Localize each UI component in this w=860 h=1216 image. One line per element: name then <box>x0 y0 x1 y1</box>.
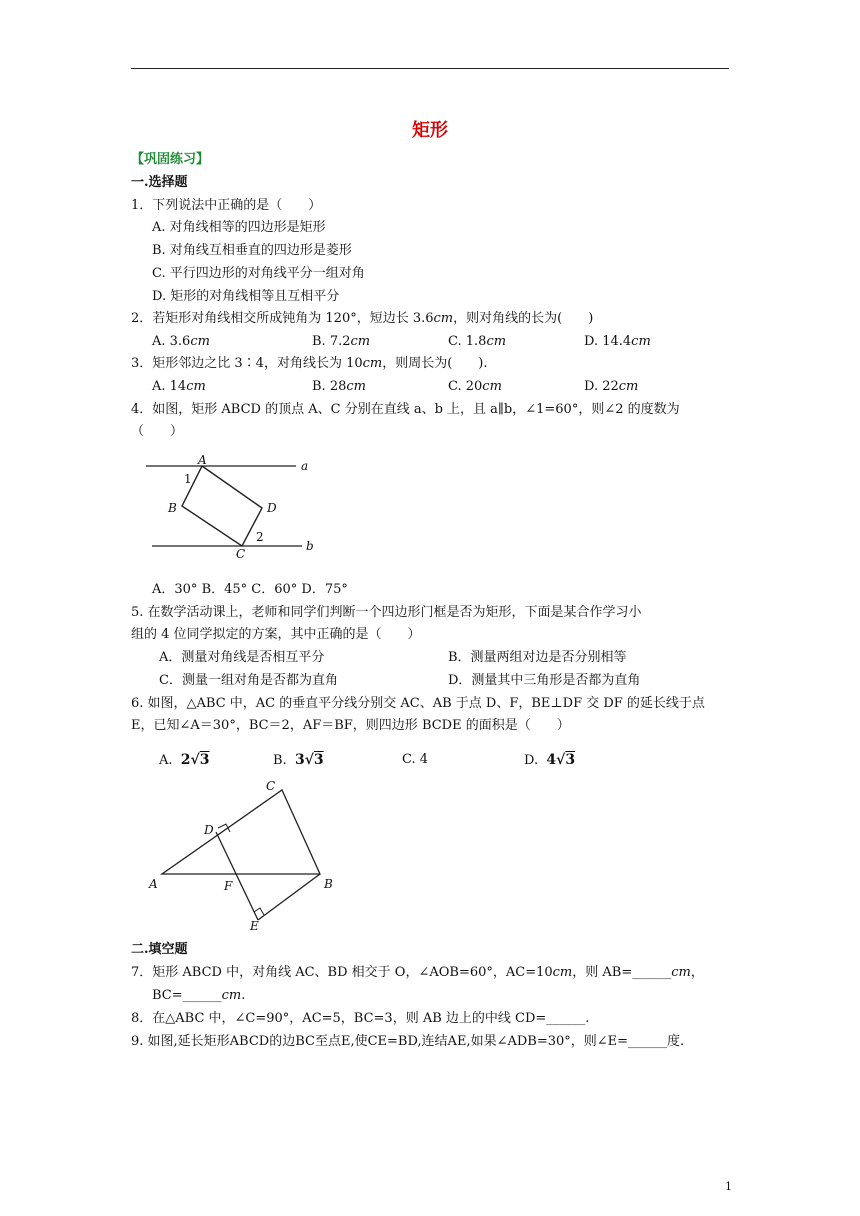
q4-stem-line1: 4．如图，矩形 ABCD 的顶点 A、C 分别在直线 a、b 上，且 a∥b，∠1=60°，则∠2 的度数为 <box>131 402 680 417</box>
label-A: A <box>149 877 158 891</box>
q4-stem-line2: （ ） <box>131 424 184 439</box>
label-B: B <box>324 877 333 891</box>
q7-line2: BC=______cm. <box>152 988 246 1003</box>
unit: cm <box>433 311 454 326</box>
q5-stem-line2: 组的 4 位同学拟定的方案，其中正确的是（ ） <box>131 627 421 642</box>
label-F: F <box>224 879 233 893</box>
label-E: E <box>250 919 259 933</box>
q6-option-d: D. 4√3 <box>524 752 576 768</box>
label-angle-2: 2 <box>256 530 264 544</box>
q1-option-d: D. 矩形的对角线相等且互相平分 <box>152 289 340 304</box>
q1-option-a: A. 对角线相等的四边形是矩形 <box>152 220 326 235</box>
q2-stem-pre: 2．若矩形对角线相交所成钝角为 120°，短边长 3.6 <box>131 311 434 326</box>
section-label: 【巩固练习】 <box>131 152 210 167</box>
q4-options: A．30° B．45° C．60° D．75° <box>152 582 348 597</box>
q3-stem: 3．矩形邻边之比 3∶4，对角线长为 10cm，则周长为( ). <box>131 356 488 371</box>
q5-option-b: B．测量两组对边是否分别相等 <box>448 650 627 665</box>
label-A: A <box>198 453 207 467</box>
part1-heading: 一.选择题 <box>131 175 188 190</box>
label-C: C <box>236 547 246 561</box>
label-line-a: a <box>301 459 309 473</box>
page-title: 矩形 <box>412 120 448 141</box>
q2-option-d: D. 14.4cm <box>584 334 651 349</box>
q8-line: 8．在△ABC 中，∠C=90°，AC=5，BC=3，则 AB 边上的中线 CD=______. <box>131 1011 590 1026</box>
q1-option-c: C. 平行四边形的对角线平分一组对角 <box>152 266 365 281</box>
label-D: D <box>267 501 277 515</box>
q2-option-b: B. 7.2cm <box>312 334 371 349</box>
part2-heading: 二.填空题 <box>131 942 188 957</box>
q7-line1: 7．矩形 ABCD 中，对角线 AC、BD 相交于 O，∠AOB=60°，AC=10cm，则 AB=______cm， <box>131 965 704 980</box>
q6-option-b: B. 3√3 <box>273 752 324 768</box>
q5-option-a: A．测量对角线是否相互平分 <box>159 650 325 665</box>
q2-stem-post: ，则对角线的长为( ) <box>453 311 594 326</box>
q5-option-c: C．测量一组对角是否都为直角 <box>159 673 338 688</box>
q6-figure <box>146 776 346 936</box>
label-angle-1: 1 <box>184 472 192 486</box>
page-number: 1 <box>725 1180 732 1193</box>
q2-option-c: C. 1.8cm <box>448 334 507 349</box>
q2-option-a: A. 3.6cm <box>152 334 210 349</box>
q6-stem-line1: 6. 如图，△ABC 中，AC 的垂直平分线分别交 AC、AB 于点 D、F，BE⊥DF 交 DF 的延长线于点 <box>131 696 705 711</box>
q6-stem-line2: E，已知∠A＝30°，BC＝2，AF＝BF，则四边形 BCDE 的面积是（ ） <box>131 718 570 733</box>
label-line-b: b <box>306 539 314 553</box>
q6-option-a: A. 2√3 <box>159 752 210 768</box>
label-C: C <box>266 779 276 793</box>
q2-stem <box>131 309 593 329</box>
label-B: B <box>168 501 177 515</box>
q1-stem: 1．下列说法中正确的是（ ） <box>131 198 322 213</box>
q9-line: 9. 如图,延长矩形ABCD的边BC至点E,使CE=BD,连结AE,如果∠ADB=30°，则∠E=______度. <box>131 1034 685 1049</box>
q3-option-d: D. 22cm <box>584 379 639 394</box>
q3-option-c: C. 20cm <box>448 379 502 394</box>
q3-option-a: A. 14cm <box>152 379 206 394</box>
q4-figure <box>140 452 330 564</box>
q6-option-c: C. 4 <box>402 752 429 767</box>
header-rule <box>131 68 729 69</box>
label-D: D <box>204 823 214 837</box>
q1-option-b: B. 对角线互相垂直的四边形是菱形 <box>152 243 352 258</box>
q3-option-b: B. 28cm <box>312 379 366 394</box>
q5-option-d: D．测量其中三角形是否都为直角 <box>448 673 641 688</box>
q5-stem-line1: 5. 在数学活动课上，老师和同学们判断一个四边形门框是否为矩形，下面是某合作学习小 <box>131 605 642 620</box>
